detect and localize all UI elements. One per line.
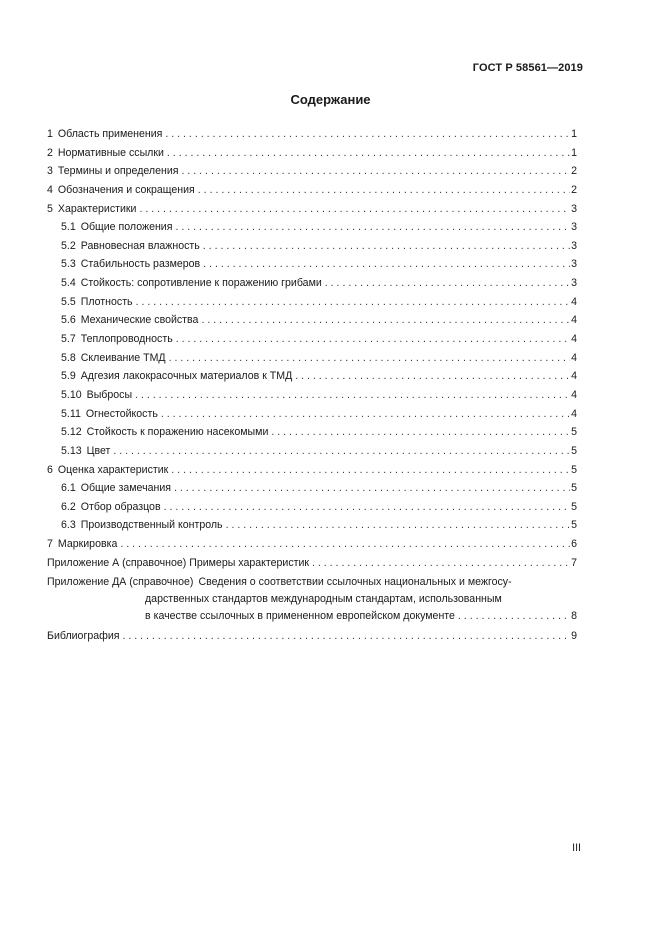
toc-leader-dots [161, 405, 570, 424]
toc-number: 4 [47, 183, 53, 196]
toc-page-number: 3 [571, 239, 577, 252]
toc-page-number: 8 [571, 610, 577, 623]
toc-label: Стабильность размеров [80, 258, 201, 271]
toc-leader-dots [139, 200, 570, 219]
toc-label: Библиография [47, 630, 120, 643]
page-number-footer: III [572, 842, 581, 854]
toc-number: 6 [47, 463, 53, 476]
toc-leader-dots [174, 479, 570, 498]
toc-number: 3 [47, 165, 53, 178]
toc-page-number: 3 [571, 221, 577, 234]
toc-leader-dots [136, 293, 571, 312]
toc-page-number: 9 [571, 630, 577, 643]
toc-page-number: 2 [571, 183, 577, 196]
toc-label: Теплопроводность [80, 333, 173, 346]
toc-entry[interactable] [47, 442, 577, 461]
toc-label: Механические свойства [80, 314, 199, 327]
standard-code: ГОСТ Р 58561—2019 [472, 62, 583, 74]
toc-number: 2 [47, 146, 53, 159]
toc-leader-dots [175, 218, 570, 237]
toc-label: Маркировка [57, 538, 118, 551]
toc-entry[interactable] [47, 386, 577, 405]
toc-entry[interactable] [47, 423, 577, 442]
toc-label: Склеивание ТМД [80, 351, 166, 364]
toc-entry[interactable] [47, 535, 577, 554]
toc-leader-dots [113, 442, 570, 461]
toc-number: 5.7 [61, 333, 76, 346]
toc-number: 5.10 [61, 388, 82, 401]
toc-number: 7 [47, 538, 53, 551]
toc-leader-dots [165, 125, 570, 144]
toc-leader-dots [226, 516, 571, 535]
toc-leader-dots [201, 311, 570, 330]
toc-leader-dots [458, 608, 570, 625]
toc-label: Общие положения [80, 221, 173, 234]
toc-leader-dots [295, 367, 570, 386]
toc-page-number: 3 [571, 202, 577, 215]
toc-label: Оценка характеристик [57, 463, 169, 476]
toc-entry[interactable] [47, 293, 577, 312]
toc-page-number: 5 [571, 426, 577, 439]
toc-entry[interactable] [47, 330, 577, 349]
toc-leader-dots [135, 386, 570, 405]
toc-entry[interactable] [47, 311, 577, 330]
toc-entry[interactable] [47, 554, 577, 573]
toc-entry-appendix-da[interactable] [47, 574, 577, 625]
appendix-da-prefix: Приложение ДА (справочное) [47, 576, 194, 589]
toc-label: Приложение А (справочное) Примеры характеристик [47, 556, 310, 569]
toc-entry[interactable] [47, 516, 577, 535]
toc-page-number: 4 [571, 370, 577, 383]
appendix-da-line3: в качестве ссылочных в примененном европейском документе [145, 610, 455, 623]
page-title: Содержание [290, 92, 371, 107]
toc-page-number: 2 [571, 165, 577, 178]
toc-page-number: 6 [571, 538, 577, 551]
toc-label: Выбросы [86, 388, 133, 401]
toc-label: Общие замечания [80, 482, 171, 495]
toc-label: Характеристики [57, 202, 137, 215]
toc-page-number: 1 [571, 128, 577, 140]
toc-entry[interactable] [47, 479, 577, 498]
toc-leader-dots [176, 330, 570, 349]
toc-page-number: 5 [571, 500, 577, 513]
toc-number: 5.5 [61, 295, 76, 308]
toc-leader-dots [171, 461, 570, 480]
table-of-contents [47, 125, 577, 646]
toc-number: 5.4 [61, 277, 76, 290]
toc-page-number: 5 [571, 444, 577, 457]
toc-entry[interactable] [47, 144, 577, 163]
toc-label: Нормативные ссылки [57, 146, 164, 159]
toc-number: 5.11 [61, 407, 81, 420]
toc-number: 5.13 [61, 444, 82, 457]
toc-page-number: 4 [571, 295, 577, 308]
toc-label: Плотность [80, 295, 133, 308]
toc-page-number: 5 [571, 463, 577, 476]
appendix-da-line1: Сведения о соответствии ссылочных национальных и межгосу- [198, 576, 512, 589]
toc-entry[interactable] [47, 255, 577, 274]
toc-leader-dots [312, 554, 570, 573]
toc-entry[interactable] [47, 461, 577, 480]
toc-entry[interactable] [47, 162, 577, 181]
toc-entry[interactable] [47, 125, 577, 144]
toc-number: 1 [47, 128, 53, 140]
toc-label: Цвет [86, 444, 111, 457]
toc-page-number: 3 [571, 277, 577, 290]
appendix-da-line2: дарственных стандартов международным стандартам, использованным [145, 593, 502, 606]
toc-leader-dots [198, 181, 570, 200]
toc-leader-dots [203, 237, 570, 256]
toc-leader-dots [203, 255, 570, 274]
toc-entry[interactable] [47, 274, 577, 293]
toc-number: 5.8 [61, 351, 76, 364]
toc-label: Отбор образцов [80, 500, 161, 513]
toc-leader-dots [167, 144, 570, 163]
toc-entry[interactable] [47, 498, 577, 517]
toc-entry-bibliography[interactable] [47, 627, 577, 646]
toc-entry[interactable] [47, 181, 577, 200]
toc-page-number: 4 [571, 314, 577, 327]
toc-page-number: 4 [571, 407, 577, 420]
toc-label: Адгезия лакокрасочных материалов к ТМД [80, 370, 293, 383]
toc-page-number: 4 [571, 351, 577, 364]
toc-label: Область применения [57, 128, 163, 140]
toc-entry[interactable] [47, 405, 577, 424]
toc-number: 5.12 [61, 426, 82, 439]
toc-leader-dots [325, 274, 570, 293]
toc-number: 5 [47, 202, 53, 215]
toc-number: 5.1 [61, 221, 76, 234]
toc-page-number: 3 [571, 258, 577, 271]
toc-number: 6.3 [61, 519, 76, 532]
toc-entries [47, 125, 577, 572]
toc-label: Производственный контроль [80, 519, 223, 532]
toc-number: 5.3 [61, 258, 76, 271]
toc-number: 6.1 [61, 482, 76, 495]
toc-label: Стойкость: сопротивление к поражению грибами [80, 277, 322, 290]
toc-label: Термины и определения [57, 165, 179, 178]
toc-leader-dots [120, 535, 570, 554]
toc-number: 5.9 [61, 370, 76, 383]
toc-leader-dots [182, 162, 571, 181]
toc-number: 6.2 [61, 500, 76, 513]
toc-page-number: 1 [571, 146, 577, 159]
toc-leader-dots [122, 627, 570, 646]
toc-page-number: 4 [571, 333, 577, 346]
toc-number: 5.6 [61, 314, 76, 327]
toc-label: Огнестойкость [85, 407, 158, 420]
toc-number: 5.2 [61, 239, 76, 252]
toc-page-number: 5 [571, 482, 577, 495]
toc-page-number: 4 [571, 388, 577, 401]
toc-label: Стойкость к поражению насекомыми [86, 426, 269, 439]
toc-leader-dots [271, 423, 570, 442]
toc-leader-dots [169, 349, 570, 368]
toc-page-number: 7 [571, 556, 577, 569]
toc-entry[interactable] [47, 200, 577, 219]
toc-entry[interactable] [47, 367, 577, 386]
toc-entry[interactable] [47, 349, 577, 368]
toc-leader-dots [164, 498, 571, 517]
toc-page-number: 5 [571, 519, 577, 532]
toc-entry[interactable] [47, 218, 577, 237]
toc-label: Обозначения и сокращения [57, 183, 195, 196]
toc-label: Равновесная влажность [80, 239, 200, 252]
toc-entry[interactable] [47, 237, 577, 256]
